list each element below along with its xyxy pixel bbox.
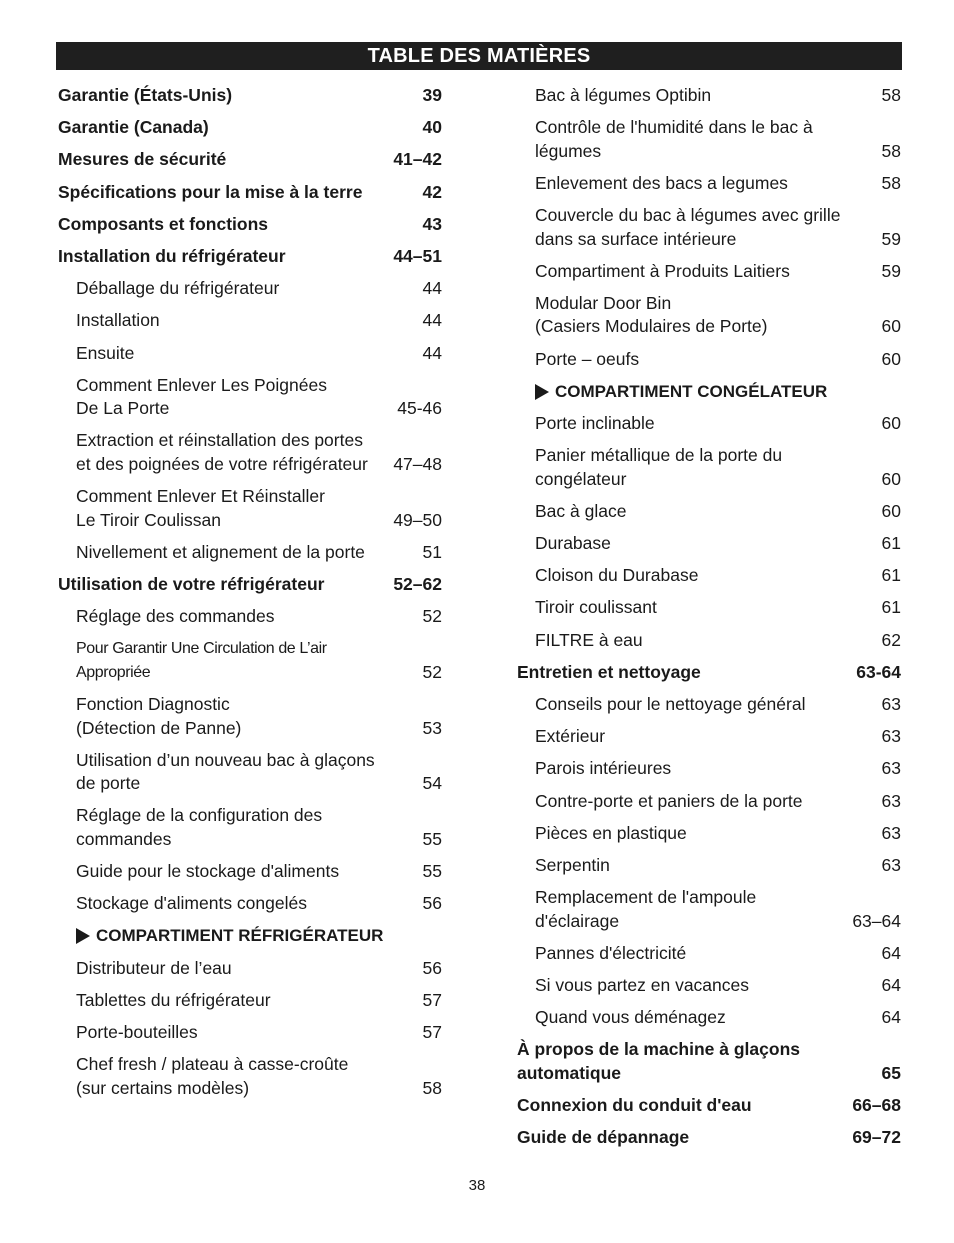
toc-entry-durabase[interactable] [517,532,901,556]
toc-entry-controle-de-l-humidite-dans-le-bac-a-leg[interactable] [517,116,901,163]
toc-entry-deballage-du-refrigerateur[interactable] [58,277,442,301]
toc-entry-label: Pièces en plastique [535,822,687,843]
toc-entry-extraction-et-reinstallation-des-portes-[interactable] [58,429,442,476]
toc-entry-page: 54 [422,773,442,794]
section-heading-label: COMPARTIMENT CONGÉLATEUR [555,381,828,401]
toc-entry-ensuite[interactable] [58,342,442,366]
toc-entry-label: Panier métallique de la porte du congélateur [535,445,783,489]
toc-entry-label: Réglage de la configuration des commandes [76,805,323,849]
toc-entry-page: 44–51 [393,245,442,266]
toc-entry-page: 49–50 [393,509,442,530]
toc-entry-page: 47–48 [393,453,442,474]
toc-entry-garantie-etats-unis[interactable] [58,84,442,108]
toc-entry-page: 63-64 [856,661,901,682]
toc-entry-connexion-du-conduit-d-eau[interactable] [517,1094,901,1118]
toc-entry-page: 69–72 [852,1127,901,1148]
toc-entry-page: 63 [881,726,901,747]
toc-entry-utilisation-de-votre-refrigerateur[interactable] [58,573,442,597]
toc-entry-entretien-et-nettoyage[interactable] [517,661,901,685]
toc-entry-label: Porte inclinable [535,413,655,433]
toc-entry-label: Cloison du Durabase [535,565,699,586]
toc-entry-reglage-de-la-configuration-des-commande[interactable] [58,804,442,851]
toc-entry-page: 57 [422,1022,442,1042]
toc-entry-specifications-pour-la-mise-a-la-terre[interactable] [58,181,442,205]
toc-entry-stockage-d-aliments-congeles[interactable] [58,892,442,916]
toc-entry-guide-pour-le-stockage-d-aliments[interactable] [58,860,442,884]
toc-entry-quand-vous-demenagez[interactable] [517,1006,901,1030]
toc-left-column [58,84,442,1109]
toc-entry-page: 63 [881,694,901,714]
toc-entry-label: Extraction et réinstallation des portes et des poignées de votre réfrigérateur [76,430,368,474]
toc-entry-page: 63 [881,758,901,779]
toc-entry-page: 58 [881,140,901,161]
toc-entry-comment-enlever-et-reinstaller-le-tiroir[interactable] [58,485,442,532]
toc-entry-label: Nivellement et alignement de la porte [76,541,365,562]
toc-entry-page: 57 [422,989,442,1010]
toc-entry-page: 62 [881,629,901,650]
toc-entry-tablettes-du-refrigerateur[interactable] [58,989,442,1013]
toc-entry-label: Serpentin [535,854,610,875]
toc-section-heading [517,380,901,404]
toc-entry-fonction-diagnostic-detection-de-panne[interactable] [58,693,442,740]
toc-entry-contre-porte-et-paniers-de-la-porte[interactable] [517,790,901,814]
toc-entry-page: 64 [881,1007,901,1028]
toc-header [56,42,902,70]
toc-entry-label: Enlevement des bacs a legumes [535,172,788,193]
toc-entry-page: 52 [422,606,442,627]
toc-entry-nivellement-et-alignement-de-la-porte[interactable] [58,541,442,565]
toc-entry-label: Distributeur de l’eau [76,957,232,978]
toc-entry-label: Guide de dépannage [517,1127,690,1148]
toc-section-heading [58,924,442,948]
toc-entry-page: 60 [881,468,901,489]
toc-entry-pannes-d-electricite[interactable] [517,942,901,966]
toc-entry-panier-metallique-de-la-porte-du-congela[interactable] [517,444,901,491]
toc-entry-page: 51 [422,541,442,562]
toc-entry-comment-enlever-les-poignees-de-la-porte[interactable] [58,374,442,421]
toc-entry-label: Pour Garantir Une Circulation de L’air Appropriée [76,640,327,681]
triangle-bullet-icon [76,928,90,944]
toc-entry-page: 63–64 [852,910,901,931]
page-number: 38 [468,1177,486,1194]
toc-entry-label: À propos de la machine à glaçons automatique [517,1039,800,1083]
toc-entry-label: Parois intérieures [535,758,672,779]
toc-entry-label: FILTRE à eau [535,629,643,650]
toc-entry-label: Tiroir coulissant [535,597,657,618]
toc-entry-guide-de-depannage[interactable] [517,1126,901,1150]
toc-entry-page: 64 [881,942,901,963]
toc-entry-pour-garantir-une-circulation-de-l-air-a[interactable] [58,637,442,684]
toc-entry-compartiment-a-produits-laitiers[interactable] [517,260,901,284]
toc-entry-page: 41–42 [393,149,442,170]
toc-entry-distributeur-de-l-eau[interactable] [58,957,442,981]
toc-entry-reglage-des-commandes[interactable] [58,605,442,629]
toc-entry-label: Mesures de sécurité [58,149,227,170]
toc-entry-conseils-pour-le-nettoyage-general[interactable] [517,693,901,717]
toc-entry-page: 42 [422,181,442,202]
toc-entry-label: Chef fresh / plateau à casse-croûte (sur certains modèles) [76,1054,349,1098]
toc-entry-label: Entretien et nettoyage [517,661,701,682]
toc-entry-label: Contre-porte et paniers de la porte [535,790,803,811]
toc-entry-page: 66–68 [852,1095,901,1116]
toc-entry-page: 44 [422,310,442,331]
toc-entry-label: Utilisation d’un nouveau bac à glaçons de porte [76,749,375,794]
toc-entry-page: 60 [881,316,901,337]
toc-entry-page: 44 [422,342,442,363]
toc-entry-page: 44 [422,278,442,299]
toc-entry-composants-et-fonctions[interactable] [58,213,442,237]
toc-entry-porte-oeufs[interactable] [517,348,901,372]
toc-entry-garantie-canada[interactable] [58,116,442,140]
toc-entry-page: 60 [881,413,901,433]
toc-entry-installation-du-refrigerateur[interactable] [58,245,442,269]
toc-entry-label: Installation [76,310,160,331]
toc-entry-label: Réglage des commandes [76,606,275,627]
toc-entry-cloison-du-durabase[interactable] [517,564,901,588]
toc-entry-utilisation-d-un-nouveau-bac-a-glacons-d[interactable] [58,749,442,796]
toc-entry-page: 63 [881,854,901,875]
toc-entry-filtre-a-eau[interactable] [517,629,901,653]
toc-entry-label: Modular Door Bin (Casiers Modulaires de Porte) [535,292,768,337]
toc-entry-page: 61 [881,597,901,618]
section-heading-label: COMPARTIMENT RÉFRIGÉRATEUR [96,926,384,946]
toc-entry-tiroir-coulissant[interactable] [517,596,901,620]
toc-entry-label: Porte-bouteilles [76,1022,198,1042]
toc-entry-page: 40 [422,117,442,138]
toc-entry-page: 64 [881,975,901,995]
toc-entry-enlevement-des-bacs-a-legumes[interactable] [517,172,901,196]
toc-entry-label: Porte – oeufs [535,348,640,369]
toc-entry-page: 55 [422,828,442,849]
toc-entry-installation[interactable] [58,309,442,333]
toc-entry-page: 56 [422,893,442,914]
toc-right-column [517,84,901,1158]
toc-entry-page: 63 [881,822,901,843]
toc-entry-page: 60 [881,348,901,369]
toc-entry-label: Couvercle du bac à légumes avec grille dans sa surface intérieure [535,205,841,249]
toc-entry-label: Fonction Diagnostic (Détection de Panne) [76,694,242,738]
toc-entry-couvercle-du-bac-a-legumes-avec-grille-d[interactable] [517,204,901,251]
toc-entry-page: 58 [881,172,901,193]
toc-entry-page: 63 [881,790,901,811]
toc-entry-label: Quand vous déménagez [535,1007,726,1028]
toc-entry-label: Stockage d'aliments congelés [76,893,307,914]
toc-entry-a-propos-de-la-machine-a-glacons-automat[interactable] [517,1038,901,1085]
toc-entry-pieces-en-plastique[interactable] [517,822,901,846]
toc-entry-label: Guide pour le stockage d'aliments [76,861,340,882]
toc-entry-page: 39 [422,85,442,105]
toc-entry-label: Garantie (États-Unis) [58,85,233,105]
toc-entry-label: Utilisation de votre réfrigérateur [58,573,325,594]
toc-entry-label: Comment Enlever Les Poignées De La Porte [76,374,327,419]
toc-entry-page: 45-46 [397,398,442,419]
toc-entry-porte-bouteilles[interactable] [58,1021,442,1045]
toc-entry-bac-a-glace[interactable] [517,500,901,524]
toc-entry-page: 61 [881,533,901,554]
toc-entry-label: Ensuite [76,342,135,363]
toc-entry-label: Pannes d'électricité [535,942,687,963]
toc-entry-label: Garantie (Canada) [58,117,209,138]
toc-entry-page: 55 [422,861,442,882]
toc-entry-label: Spécifications pour la mise à la terre [58,181,363,202]
toc-entry-parois-interieures[interactable] [517,757,901,781]
toc-entry-page: 59 [881,260,901,281]
toc-title: TABLE DES MATIÈRES [367,44,591,67]
toc-entry-label: Remplacement de l'ampoule d'éclairage [535,887,757,931]
toc-entry-bac-a-legumes-optibin[interactable] [517,84,901,108]
toc-entry-label: Si vous partez en vacances [535,975,750,995]
toc-entry-si-vous-partez-en-vacances[interactable] [517,974,901,998]
toc-entry-page: 52 [422,661,442,682]
toc-entry-exterieur[interactable] [517,725,901,749]
toc-entry-page: 43 [422,213,442,234]
toc-entry-label: Bac à glace [535,500,627,521]
toc-entry-page: 58 [881,85,901,105]
toc-entry-page: 65 [881,1062,901,1083]
toc-entry-label: Déballage du réfrigérateur [76,278,280,299]
toc-entry-page: 58 [422,1077,442,1098]
toc-entry-mesures-de-securite[interactable] [58,148,442,172]
toc-entry-page: 52–62 [393,573,442,594]
toc-entry-label: Durabase [535,533,611,554]
toc-entry-modular-door-bin-casiers-modulaires-de-p[interactable] [517,292,901,339]
toc-entry-serpentin[interactable] [517,854,901,878]
toc-entry-label: Comment Enlever Et Réinstaller Le Tiroir Coulissan [76,486,325,530]
toc-entry-porte-inclinable[interactable] [517,412,901,436]
toc-entry-page: 59 [881,228,901,249]
toc-entry-label: Installation du réfrigérateur [58,245,286,266]
toc-entry-label: Contrôle de l'humidité dans le bac à légumes [535,117,813,161]
toc-entry-label: Compartiment à Produits Laitiers [535,260,790,281]
toc-entry-page: 61 [881,565,901,586]
toc-entry-remplacement-de-l-ampoule-d-eclairage[interactable] [517,886,901,933]
toc-entry-chef-fresh-plateau-a-casse-croute-sur-ce[interactable] [58,1053,442,1100]
triangle-bullet-icon [535,384,549,400]
toc-entry-page: 60 [881,500,901,521]
toc-entry-label: Composants et fonctions [58,213,269,234]
toc-entry-label: Connexion du conduit d'eau [517,1095,752,1116]
toc-entry-page: 53 [422,717,442,738]
toc-entry-label: Extérieur [535,726,606,747]
toc-entry-label: Conseils pour le nettoyage général [535,694,806,714]
toc-entry-page: 56 [422,957,442,978]
toc-entry-label: Tablettes du réfrigérateur [76,989,271,1010]
toc-entry-label: Bac à légumes Optibin [535,85,712,105]
